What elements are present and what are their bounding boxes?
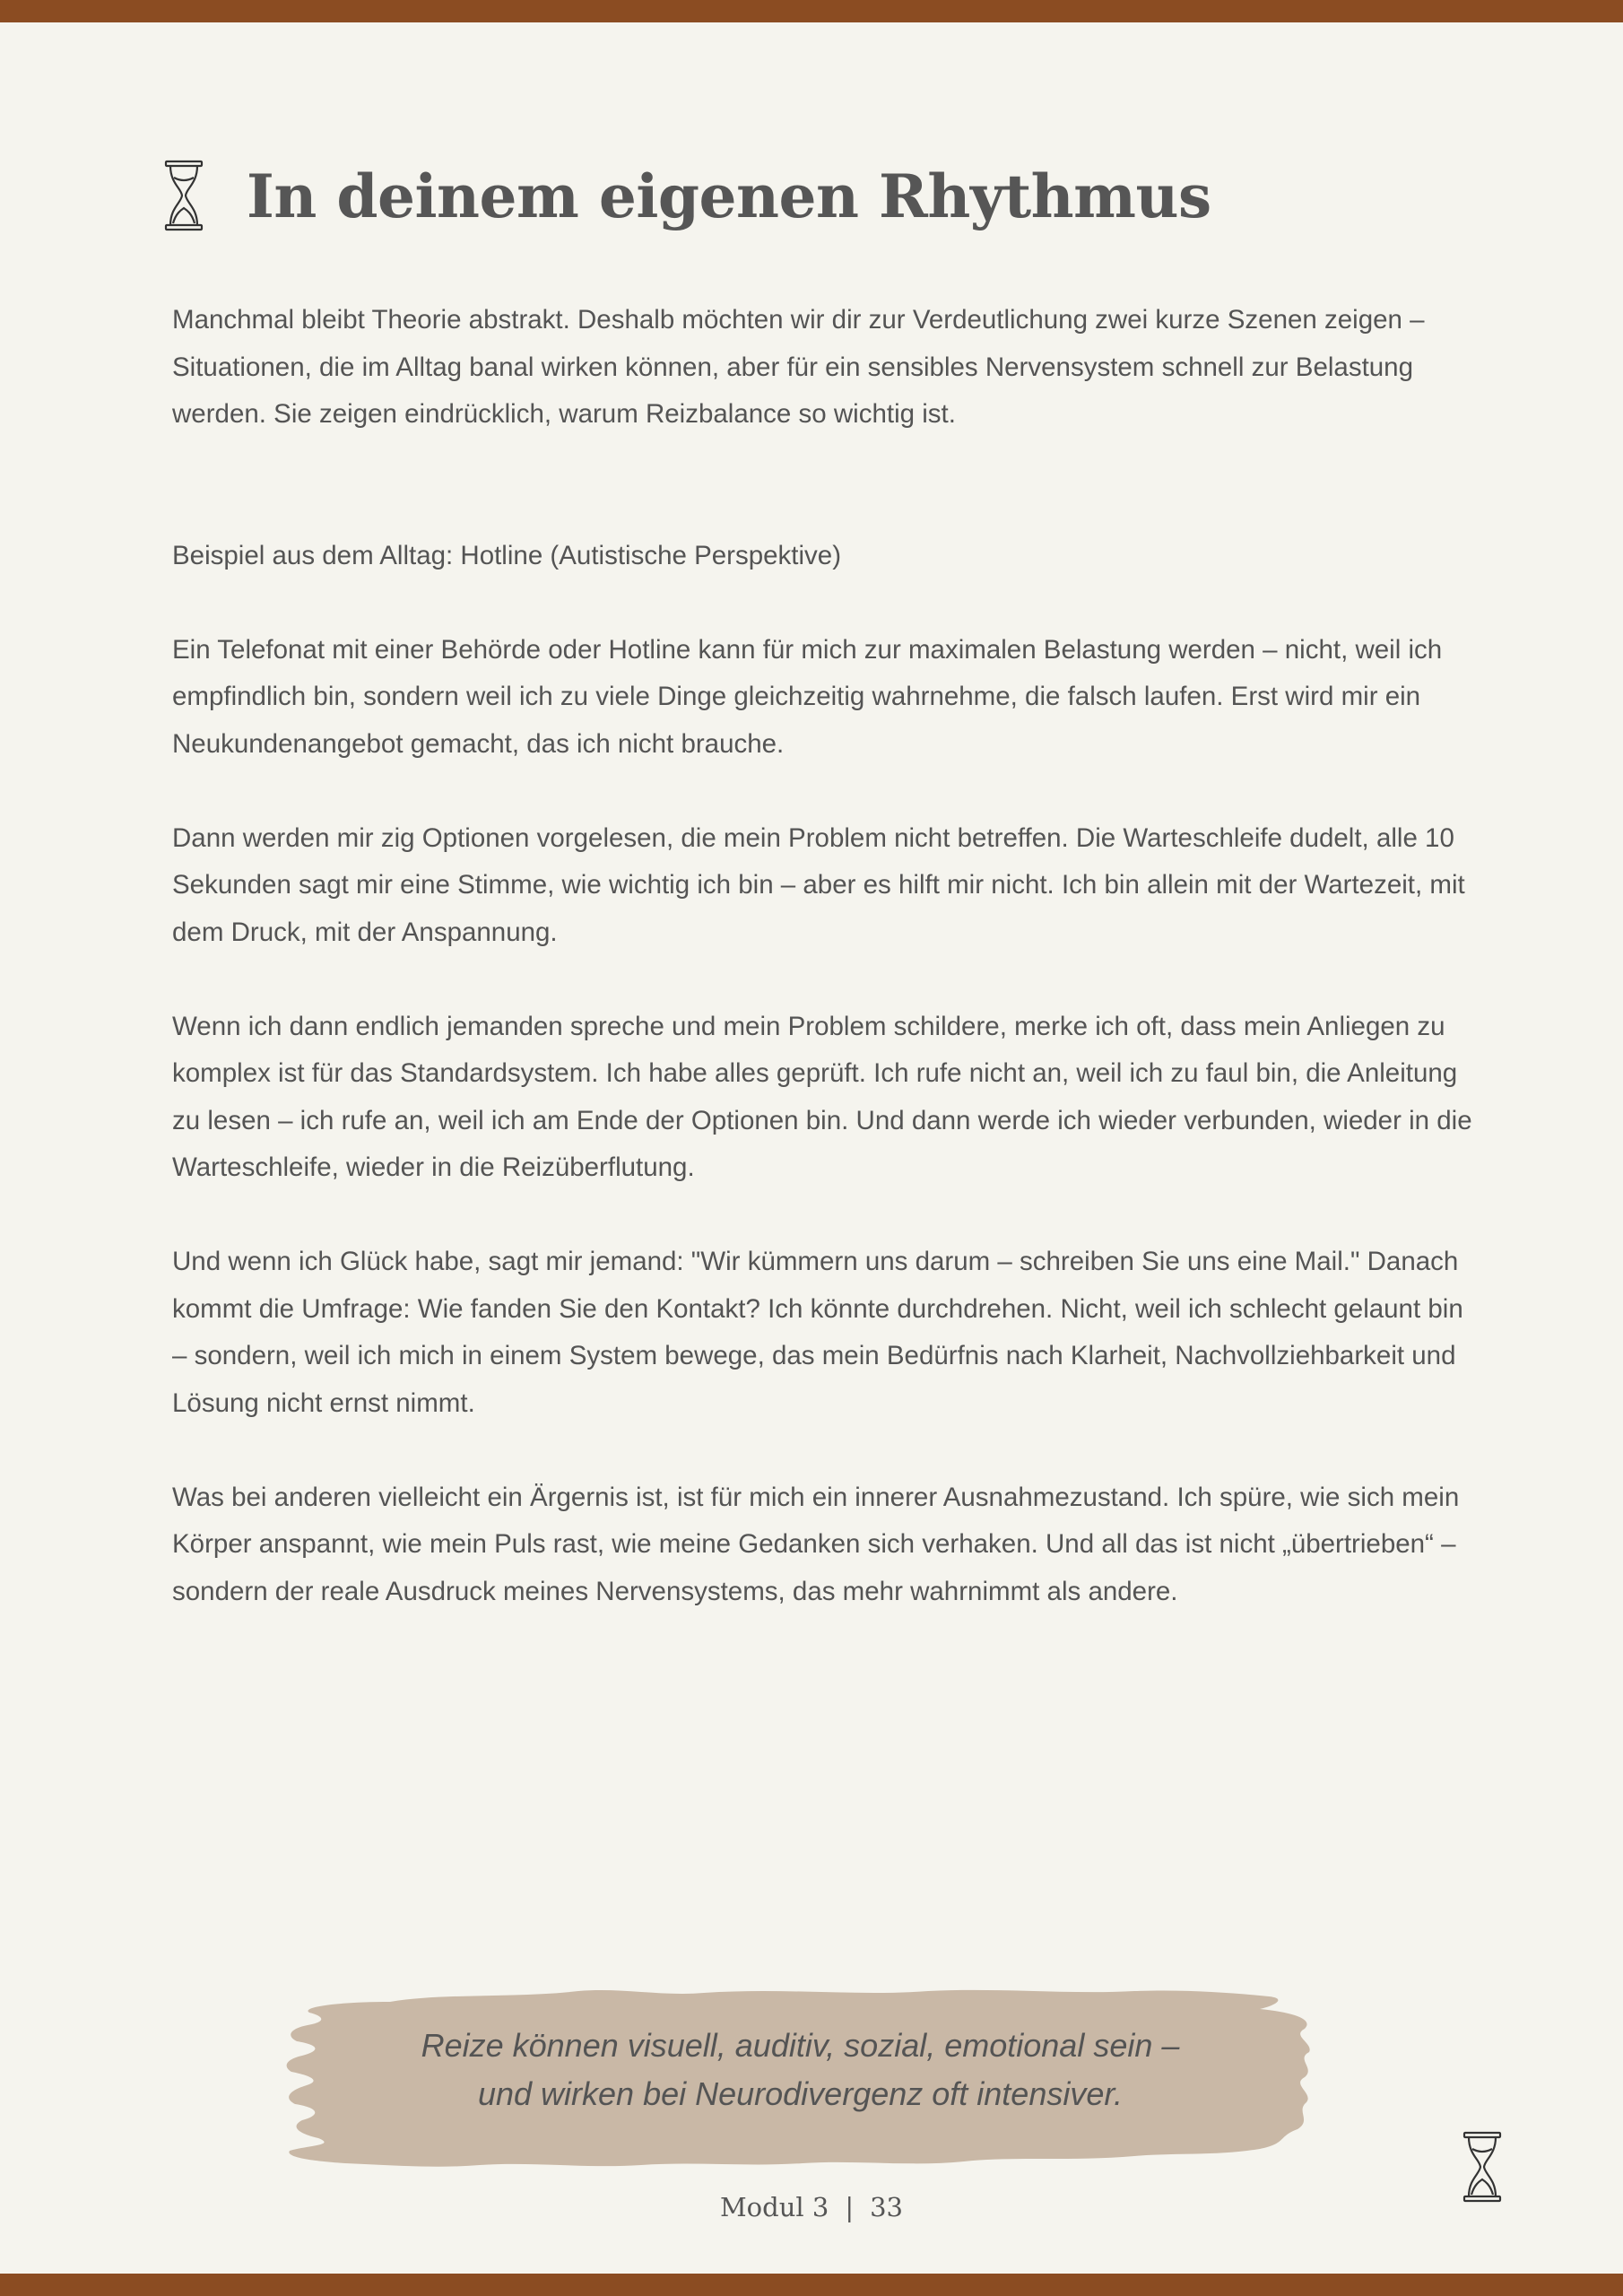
quote-line-2: und wirken bei Neurodivergenz oft intensiver. [477, 2075, 1124, 2112]
body-content [172, 297, 1481, 1615]
page-number: 33 [870, 2192, 904, 2222]
module-label: Modul 3 [719, 2192, 829, 2222]
example-heading: Beispiel aus dem Alltag: Hotline (Autistische Perspektive) [172, 540, 842, 570]
page-title: In deinem eigenen Rhythmus [247, 161, 1211, 231]
paragraph: Was bei anderen vielleicht ein Ärgernis ist, ist für mich ein innerer Ausnahmezustand. Ich spüre, wie sich mein Körper anspannt, wie mein Puls rast, wie meine Gedanken sich verhaken. Und all das ist nicht „übertrieben“ – sondern der reale Ausdruck meines Nervensystems, das mehr wahrnimmt als andere. [172, 1482, 1460, 1606]
paragraph: Wenn ich dann endlich jemanden spreche und mein Problem schildere, merke ich oft, dass mein Anliegen zu komplex ist für das Standardsystem. Ich habe alles geprüft. Ich rufe nicht an, weil ich zu faul bin, die Anleitung zu lesen – ich rufe an, weil ich am Ende der Optionen bin. Und dann werde ich wieder verbunden, wieder in die Warteschleife, wieder in die Reizüberflutung. [172, 1011, 1472, 1182]
quote-callout [282, 1986, 1318, 2172]
paragraph: Ein Telefonat mit einer Behörde oder Hotline kann für mich zur maximalen Belastung werden – nicht, weil ich empfindlich bin, sondern weil ich zu viele Dinge gleichzeitig wahrnehme, die falsch laufen. Erst wird mir ein Neukundenangebot gemacht, das ich nicht brauche. [172, 634, 1443, 759]
hourglass-icon [163, 160, 204, 231]
paragraph: Dann werden mir zig Optionen vorgelesen, die mein Problem nicht betreffen. Die Warteschleife dudelt, alle 10 Sekunden sagt mir eine Stimme, wie wichtig ich bin – aber es hilft mir nicht. Ich bin allein mit der Wartezeit, mit dem Druck, mit der Anspannung. [172, 822, 1465, 947]
page-footer [0, 2192, 1623, 2222]
intro-paragraph: Manchmal bleibt Theorie abstrakt. Deshalb möchten wir dir zur Verdeutlichung zwei kurze Szenen zeigen – Situationen, die im Alltag banal wirken können, aber für ein sensibles Nervensystem schnell zur Belastung werden. Sie zeigen eindrücklich, warum Reizbalance so wichtig ist. [172, 305, 1425, 429]
footer-separator: | [845, 2192, 855, 2222]
bottom-accent-bar [0, 2274, 1623, 2296]
top-accent-bar [0, 0, 1623, 22]
quote-text [282, 2022, 1318, 2118]
paragraph: Und wenn ich Glück habe, sagt mir jemand: "Wir kümmern uns darum – schreiben Sie uns eine Mail." Danach kommt die Umfrage: Wie fanden Sie den Kontakt? Ich könnte durchdrehen. Nicht, weil ich schlecht gelaunt bin – sondern, weil ich mich in einem System bewege, das mein Bedürfnis nach Klarheit, Nachvollziehbarkeit und Lösung nicht ernst nimmt. [172, 1247, 1463, 1418]
quote-line-1: Reize können visuell, auditiv, sozial, emotional sein – [421, 2027, 1180, 2064]
